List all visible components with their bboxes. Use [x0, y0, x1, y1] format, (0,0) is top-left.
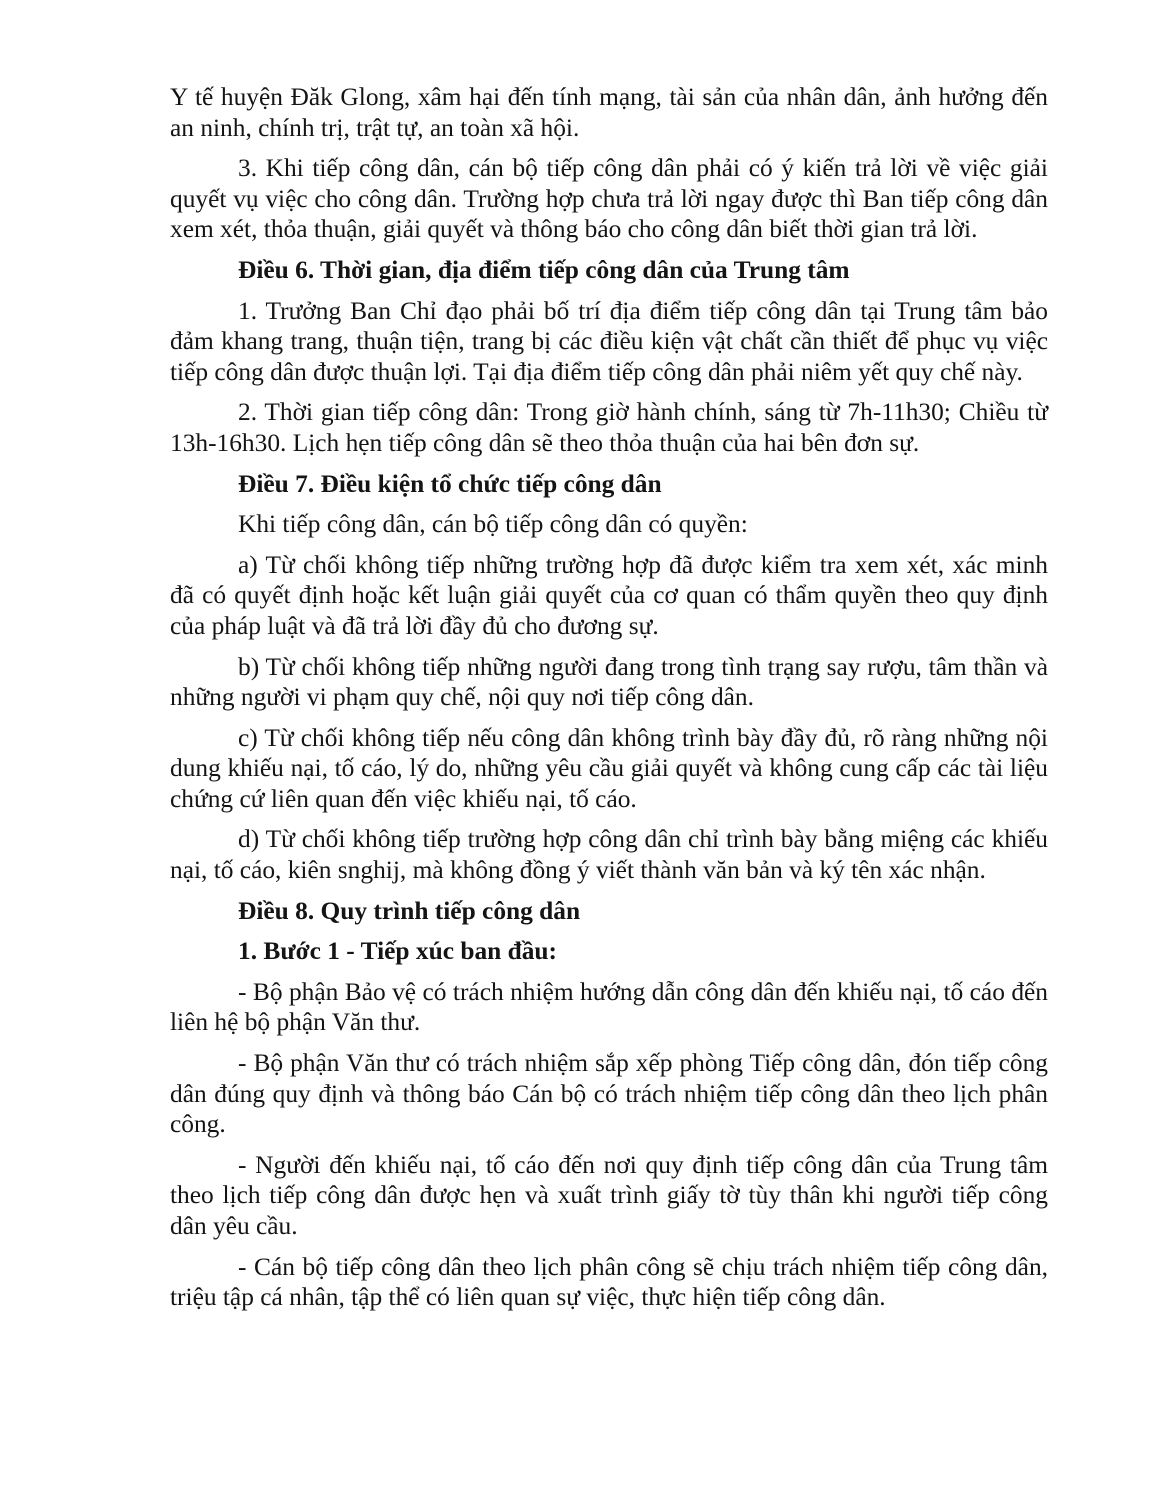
paragraph-article-7-intro: Khi tiếp công dân, cán bộ tiếp công dân có quyền: — [238, 510, 748, 539]
heading-article-7: Điều 7. Điều kiện tổ chức tiếp công dân — [238, 469, 662, 498]
paragraph-step-1-bullet-2: - Bộ phận Văn thư có trách nhiệm sắp xếp phòng Tiếp công dân, đón tiếp công dân đúng quy định và thông báo Cán bộ có trách nhiệm tiếp công dân theo lịch phân công. — [170, 1049, 1048, 1139]
paragraph-clause-3: 3. Khi tiếp công dân, cán bộ tiếp công dân phải có ý kiến trả lời về việc giải quyết vụ việc cho công dân. Trường hợp chưa trả lời ngay được thì Ban tiếp công dân xem xét, thỏa thuận, giải quyết và thông báo cho công dân biết thời gian trả lời. — [170, 154, 1048, 244]
paragraph-article-7-item-c: c) Từ chối không tiếp nếu công dân không trình bày đầy đủ, rõ ràng những nội dung khiếu nại, tố cáo, lý do, những yêu cầu giải quyết và không cung cấp các tài liệu chứng cứ liên quan đến việc khiếu nại, tố cáo. — [170, 723, 1048, 813]
heading-article-8: Điều 8. Quy trình tiếp công dân — [238, 896, 581, 925]
paragraph-article-7-item-a: a) Từ chối không tiếp những trường hợp đã được kiểm tra xem xét, xác minh đã có quyết định hoặc kết luận giải quyết của cơ quan có thẩm quyền theo quy định của pháp luật và đã trả lời đầy đủ cho đương sự. — [170, 550, 1048, 640]
paragraph-article-6-clause-2: 2. Thời gian tiếp công dân: Trong giờ hành chính, sáng từ 7h-11h30; Chiều từ 13h-16h30. Lịch hẹn tiếp công dân sẽ theo thỏa thuận của hai bên đơn sự. — [170, 398, 1048, 457]
paragraph-step-1-bullet-3: - Người đến khiếu nại, tố cáo đến nơi quy định tiếp công dân của Trung tâm theo lịch tiếp công dân được hẹn và xuất trình giấy tờ tùy thân khi người tiếp công dân yêu cầu. — [170, 1150, 1048, 1240]
paragraph-article-6-clause-1: 1. Trưởng Ban Chỉ đạo phải bố trí địa điểm tiếp công dân tại Trung tâm bảo đảm khang trang, thuận tiện, trang bị các điều kiện vật chất cần thiết để phục vụ việc tiếp công dân được thuận lợi. Tại địa điểm tiếp công dân phải niêm yết quy chế này. — [170, 296, 1048, 386]
document-page — [170, 82, 1048, 1323]
heading-article-6: Điều 6. Thời gian, địa điểm tiếp công dân của Trung tâm — [238, 255, 850, 284]
paragraph-continuation: Y tế huyện Đăk Glong, xâm hại đến tính mạng, tài sản của nhân dân, ảnh hưởng đến an ninh, chính trị, trật tự, an toàn xã hội. — [170, 83, 1048, 142]
paragraph-step-1-bullet-4: - Cán bộ tiếp công dân theo lịch phân công sẽ chịu trách nhiệm tiếp công dân, triệu tập cá nhân, tập thể có liên quan sự việc, thực hiện tiếp công dân. — [170, 1252, 1048, 1312]
paragraph-article-7-item-b: b) Từ chối không tiếp những người đang trong tình trạng say rượu, tâm thần và những người vi phạm quy chế, nội quy nơi tiếp công dân. — [170, 652, 1048, 712]
heading-step-1: 1. Bước 1 - Tiếp xúc ban đầu: — [238, 937, 558, 966]
paragraph-step-1-bullet-1: - Bộ phận Bảo vệ có trách nhiệm hướng dẫn công dân đến khiếu nại, tố cáo đến liên hệ bộ phận Văn thư. — [170, 977, 1048, 1037]
paragraph-article-7-item-d: d) Từ chối không tiếp trường hợp công dân chỉ trình bày bằng miệng các khiếu nại, tố cáo, kiên snghij, mà không đồng ý viết thành văn bản và ký tên xác nhận. — [170, 825, 1048, 885]
